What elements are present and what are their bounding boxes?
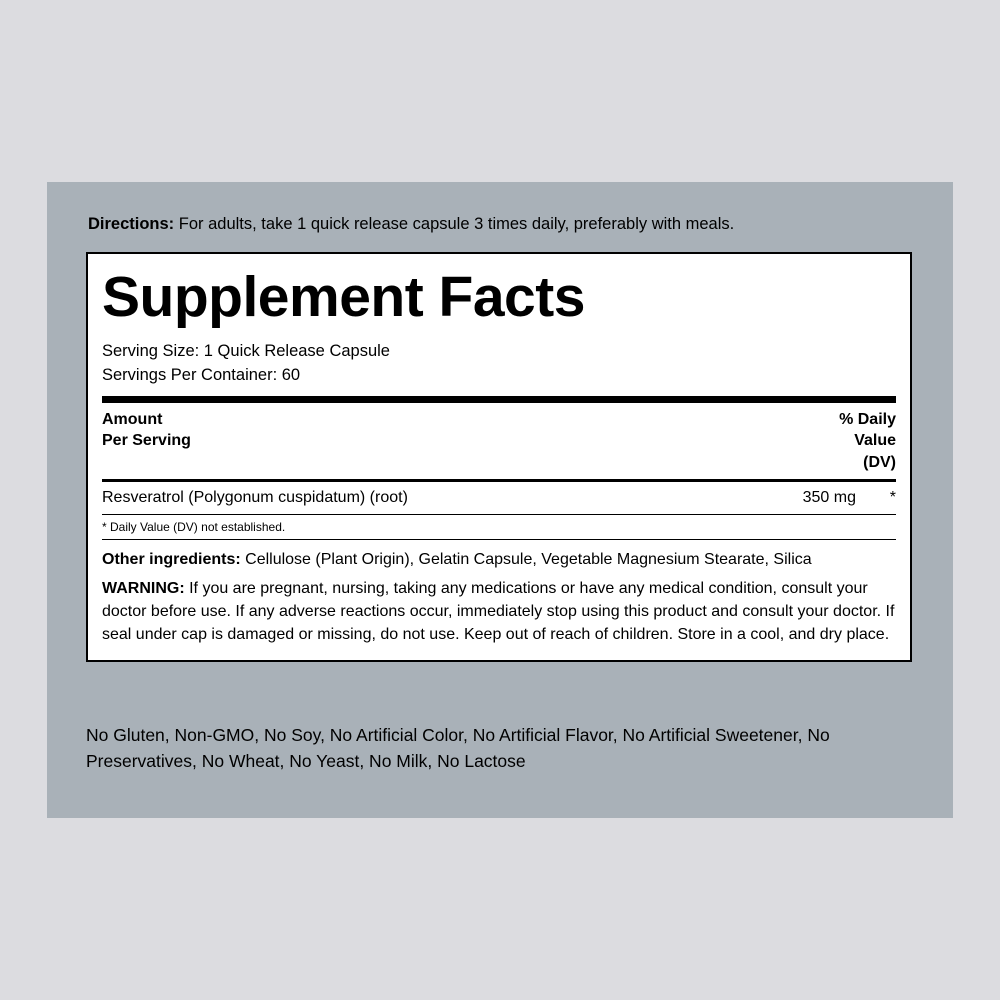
nutrient-amount: 350 mg — [802, 489, 856, 507]
nutrient-name: Resveratrol (Polygonum cuspidatum) (root) — [102, 489, 408, 507]
directions-text: For adults, take 1 quick release capsule 3 times daily, preferably with meals. — [174, 215, 735, 233]
supplement-facts-box — [86, 252, 912, 662]
amount-header-line2: Per Serving — [102, 432, 191, 450]
daily-value-footnote: * Daily Value (DV) not established. — [102, 520, 286, 535]
supplement-label-panel — [47, 182, 953, 818]
amount-header-line1: Amount — [102, 410, 163, 428]
warning-heading: WARNING: — [102, 580, 185, 598]
product-claims: No Gluten, Non-GMO, No Soy, No Artificial Color, No Artificial Flavor, No Artificial Sweetener, No Preservatives, No Wheat, No Yeast, No Milk, No Lactose — [86, 725, 830, 772]
amount-per-serving-header — [102, 409, 191, 452]
supplement-facts-title: Supplement Facts — [102, 265, 585, 329]
servings-per-container: Servings Per Container: 60 — [102, 365, 301, 384]
warning-text: If you are pregnant, nursing, taking any medications or have any medical condition, consult your doctor before use. If any adverse reactions occur, immediately stop using this product and consult your doctor. If seal under cap is damaged or missing, do not use. Keep out of reach of children. Store in a cool, and dry place. — [102, 580, 895, 643]
warning-line — [102, 574, 896, 650]
dv-header-line1: % Daily — [839, 410, 896, 428]
facts-column-headers — [102, 403, 896, 480]
other-ingredients-heading: Other ingredients: — [102, 551, 241, 569]
dv-header-line3: (DV) — [863, 453, 896, 471]
table-row — [102, 482, 896, 514]
daily-value-header — [839, 409, 896, 474]
dv-header-line2: Value — [854, 432, 896, 450]
other-ingredients-text: Cellulose (Plant Origin), Gelatin Capsule, Vegetable Magnesium Stearate, Silica — [240, 551, 812, 569]
serving-size: Serving Size: 1 Quick Release Capsule — [102, 341, 390, 360]
nutrient-daily-value: * — [889, 489, 896, 507]
directions-heading: Directions: — [88, 215, 175, 233]
directions-line — [88, 215, 928, 235]
divider-thick-top — [102, 396, 896, 403]
other-ingredients-line — [102, 540, 896, 574]
